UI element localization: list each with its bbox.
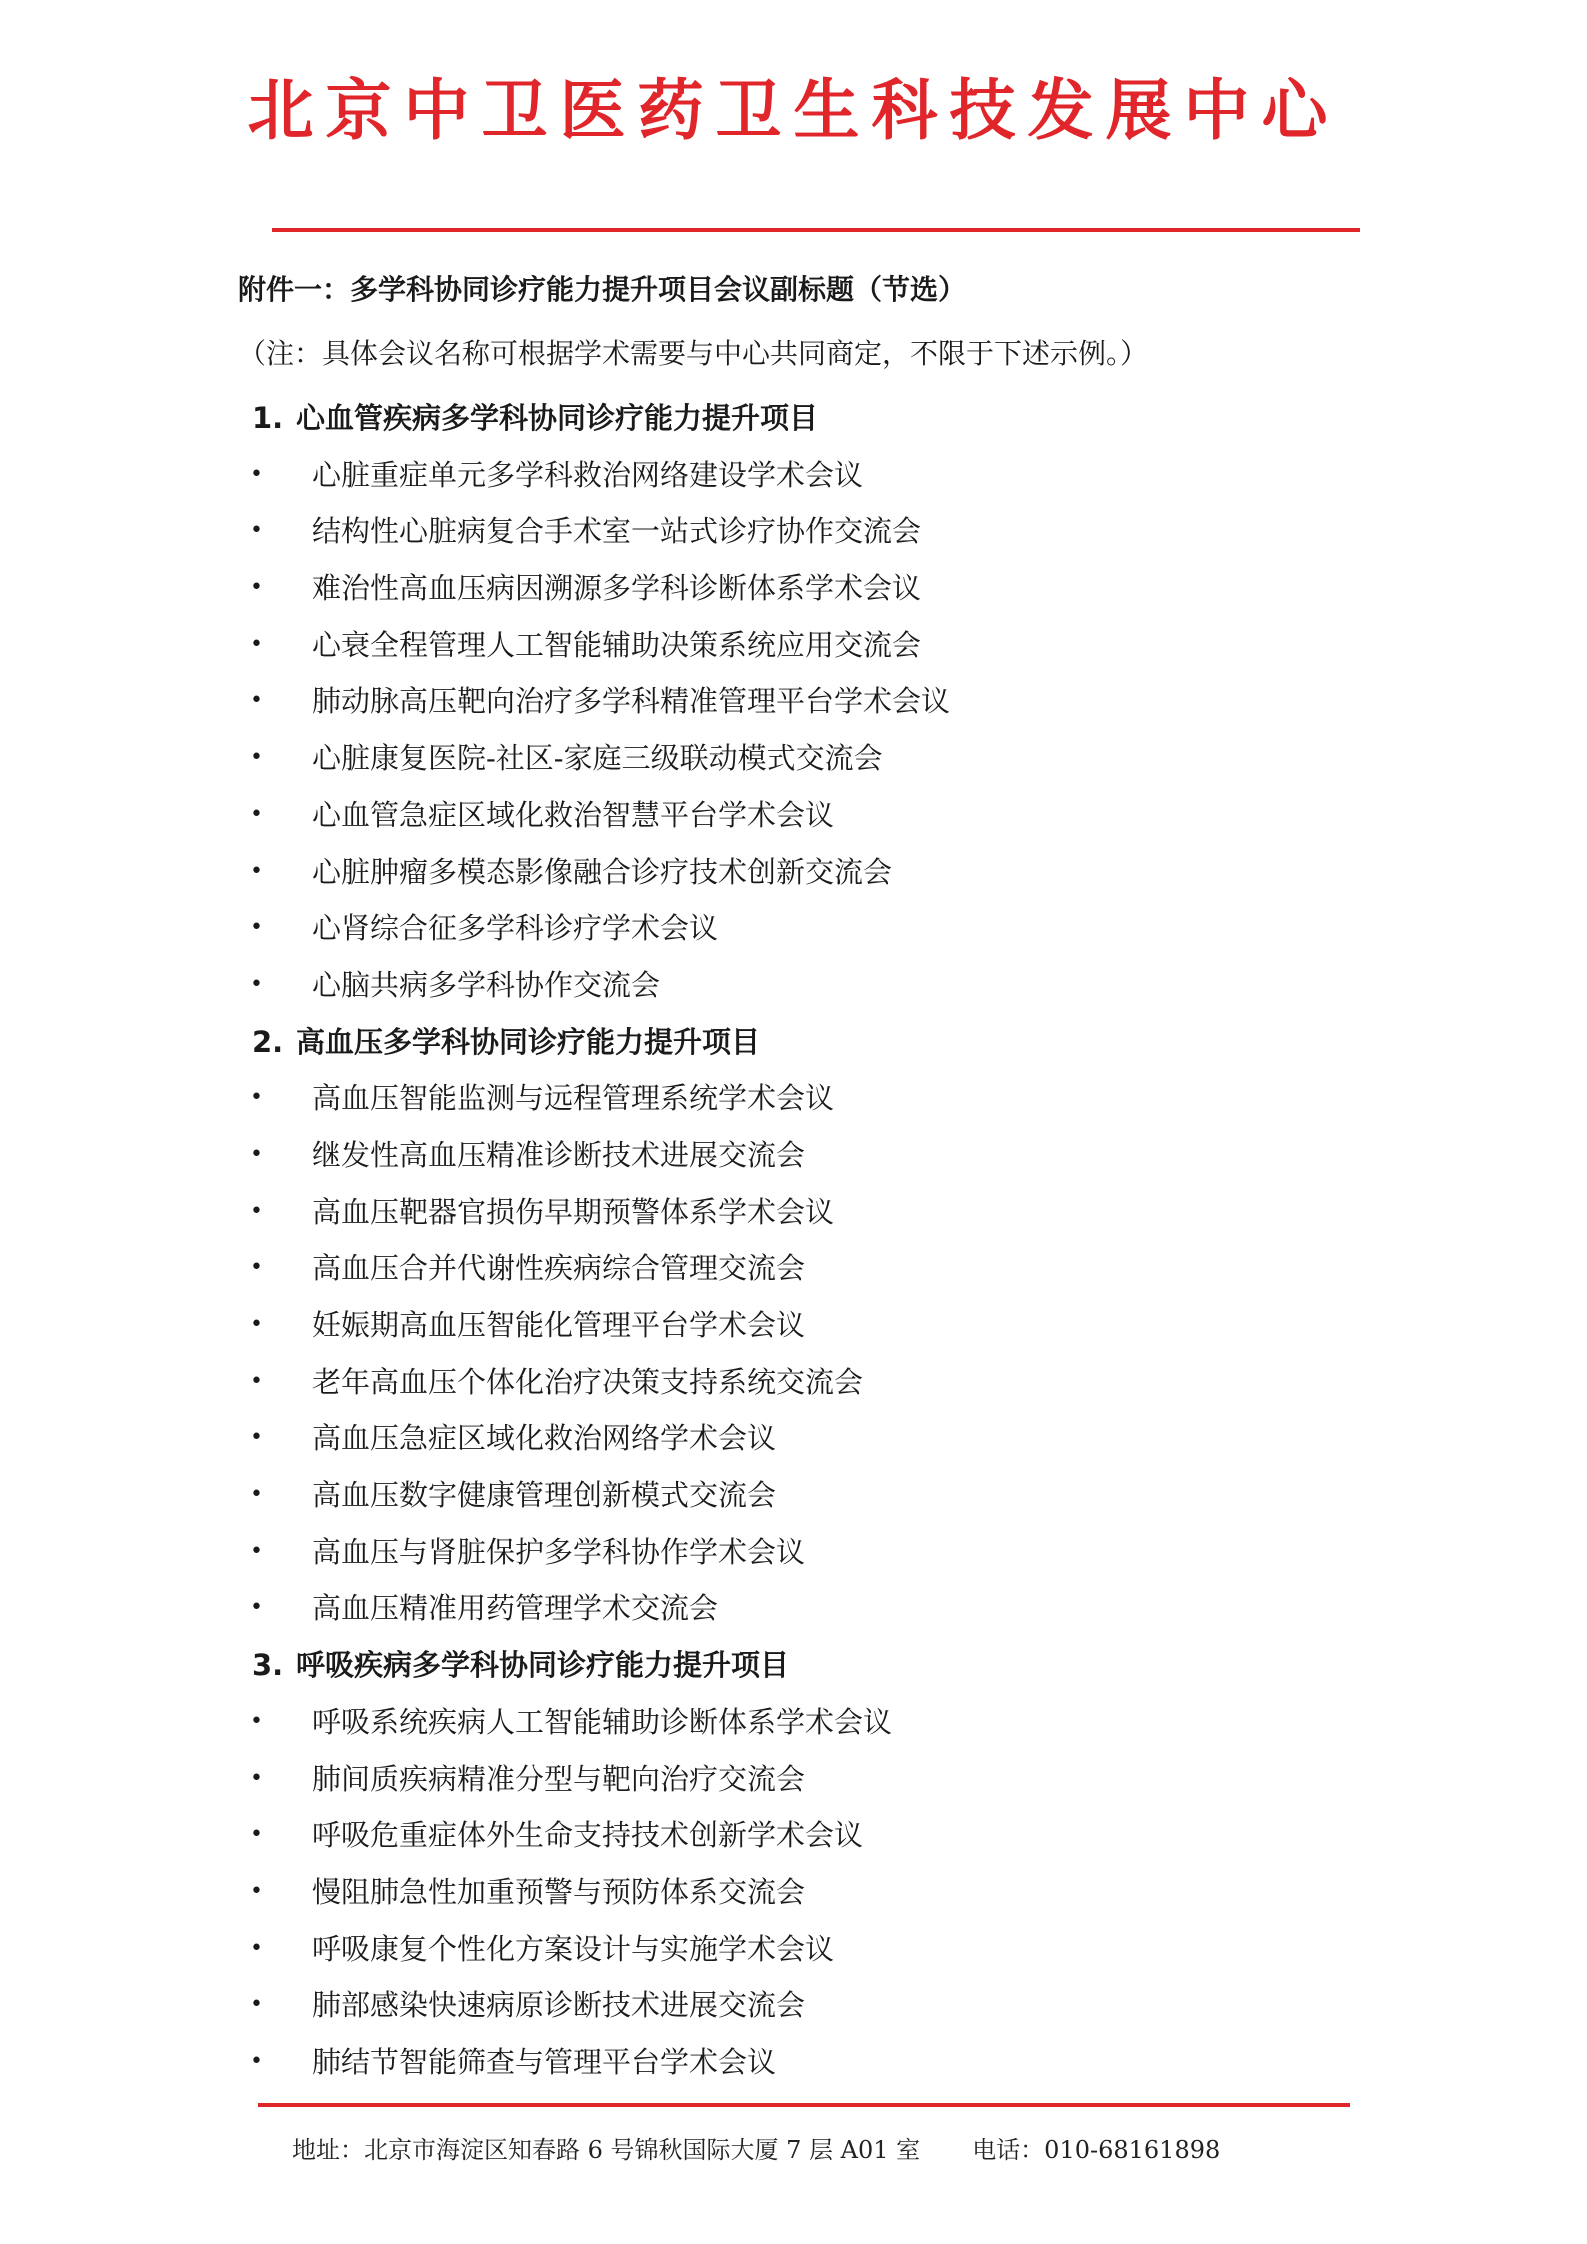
list-item-text: 妊娠期高血压智能化管理平台学术会议	[312, 1308, 806, 1342]
section-title-text: 心血管疾病多学科协同诊疗能力提升项目	[296, 401, 819, 435]
bullet-icon: •	[250, 461, 263, 487]
list-item	[0, 457, 1587, 514]
bullet-icon: •	[250, 1255, 263, 1281]
list-item-text: 呼吸系统疾病人工智能辅助诊断体系学术会议	[312, 1704, 893, 1739]
list-item-text: 结构性心脏病复合手术室一站式诊疗协作交流会	[312, 514, 922, 549]
list-item	[0, 683, 1587, 740]
list-item	[0, 1194, 1587, 1251]
letterhead-org-name: 北京中卫医药卫生科技发展中心	[247, 72, 1340, 149]
list-item-text: 高血压数字健康管理创新模式交流会	[312, 1478, 777, 1513]
bullet-icon: •	[250, 1765, 263, 1791]
section-title	[0, 400, 1587, 457]
section-number: 2.	[252, 1024, 284, 1059]
list-item-text: 高血压急症区域化救治网络学术会议	[312, 1421, 777, 1456]
list-item	[0, 854, 1587, 911]
bullet-icon: •	[250, 1822, 263, 1848]
list-item	[0, 1420, 1587, 1477]
bullet-icon: •	[250, 1141, 263, 1167]
list-item	[0, 797, 1587, 854]
project-list	[0, 400, 1587, 2101]
list-item-text: 慢阻肺急性加重预警与预防体系交流会	[312, 1874, 806, 1909]
letterhead-top-rule	[272, 228, 1360, 232]
bullet-icon: •	[250, 1425, 263, 1451]
bullet-icon: •	[250, 1085, 263, 1111]
section-title-text: 高血压多学科协同诊疗能力提升项目	[296, 1024, 761, 1059]
bullet-icon: •	[250, 1198, 263, 1224]
list-item	[0, 1874, 1587, 1931]
bullet-icon: •	[250, 518, 263, 544]
list-item-text: 呼吸危重症体外生命支持技术创新学术会议	[312, 1818, 864, 1853]
list-item	[0, 1364, 1587, 1421]
list-item	[0, 967, 1587, 1024]
list-item-text: 难治性高血压病因溯源多学科诊断体系学术会议	[312, 571, 922, 606]
bullet-icon: •	[250, 915, 263, 941]
list-item-text: 心衰全程管理人工智能辅助决策系统应用交流会	[312, 627, 922, 662]
section-title	[0, 1024, 1587, 1081]
bullet-icon: •	[250, 1878, 263, 1904]
bullet-icon: •	[250, 858, 263, 884]
list-item-text: 肺间质疾病精准分型与靶向治疗交流会	[312, 1761, 806, 1796]
bullet-icon: •	[250, 1935, 263, 1961]
section-title-text: 呼吸疾病多学科协同诊疗能力提升项目	[296, 1648, 790, 1683]
list-item-text: 高血压与肾脏保护多学科协作学术会议	[312, 1534, 806, 1569]
bullet-icon: •	[250, 1538, 263, 1564]
section-number: 3.	[252, 1648, 284, 1683]
list-item	[0, 627, 1587, 684]
footer-address: 地址：北京市海淀区知春路 6 号锦秋国际大厦 7 层 A01 室	[292, 2136, 921, 2164]
list-item	[0, 513, 1587, 570]
list-item-text: 心脏康复医院-社区-家庭三级联动模式交流会	[312, 741, 883, 776]
bullet-icon: •	[250, 801, 263, 827]
bullet-icon: •	[250, 1482, 263, 1508]
bullet-icon: •	[250, 1368, 263, 1394]
bullet-icon: •	[250, 971, 263, 997]
list-item-text: 高血压智能监测与远程管理系统学术会议	[312, 1081, 835, 1116]
document-note: （注：具体会议名称可根据学术需要与中心共同商定，不限于下述示例。）	[238, 337, 1149, 370]
list-item-text: 心肾综合征多学科诊疗学术会议	[312, 911, 719, 946]
list-item	[0, 1590, 1587, 1647]
footer-phone: 电话：010-68161898	[972, 2136, 1221, 2164]
list-item	[0, 2044, 1587, 2101]
list-item-text: 肺部感染快速病原诊断技术进展交流会	[312, 1988, 806, 2023]
list-item	[0, 740, 1587, 797]
list-item	[0, 1477, 1587, 1534]
footer	[292, 2130, 1220, 2165]
list-item-text: 高血压靶器官损伤早期预警体系学术会议	[312, 1194, 835, 1229]
section-number: 1.	[252, 401, 284, 435]
bullet-icon: •	[250, 1708, 263, 1734]
list-item	[0, 1080, 1587, 1137]
list-item-text: 心脏肿瘤多模态影像融合诊疗技术创新交流会	[312, 854, 893, 889]
bullet-icon: •	[250, 1992, 263, 2018]
bullet-icon: •	[250, 2048, 263, 2074]
list-item	[0, 1137, 1587, 1194]
list-item	[0, 1307, 1587, 1364]
footer-rule	[258, 2103, 1350, 2107]
bullet-icon: •	[250, 631, 263, 657]
bullet-icon: •	[250, 575, 263, 601]
list-item	[0, 1704, 1587, 1761]
list-item	[0, 1250, 1587, 1307]
section-title	[0, 1647, 1587, 1704]
bullet-icon: •	[250, 1312, 263, 1337]
list-item-text: 肺结节智能筛查与管理平台学术会议	[312, 2044, 777, 2079]
list-item-text: 老年高血压个体化治疗决策支持系统交流会	[312, 1364, 864, 1399]
bullet-icon: •	[250, 688, 263, 714]
document-heading: 附件一：多学科协同诊疗能力提升项目会议副标题（节选）	[238, 273, 967, 306]
list-item-text: 高血压精准用药管理学术交流会	[312, 1591, 719, 1626]
list-item	[0, 570, 1587, 627]
bullet-icon: •	[250, 1595, 263, 1621]
list-item-text: 心脏重症单元多学科救治网络建设学术会议	[312, 457, 864, 492]
list-item	[0, 1817, 1587, 1874]
list-item	[0, 1761, 1587, 1818]
list-item-text: 心脑共病多学科协作交流会	[312, 967, 661, 1002]
list-item-text: 心血管急症区域化救治智慧平台学术会议	[312, 797, 835, 832]
list-item	[0, 910, 1587, 967]
bullet-icon: •	[250, 745, 263, 771]
list-item	[0, 1534, 1587, 1591]
list-item	[0, 1987, 1587, 2044]
list-item-text: 呼吸康复个性化方案设计与实施学术会议	[312, 1931, 835, 1966]
list-item-text: 继发性高血压精准诊断技术进展交流会	[312, 1137, 806, 1172]
list-item-text: 高血压合并代谢性疾病综合管理交流会	[312, 1251, 806, 1286]
list-item-text: 肺动脉高压靶向治疗多学科精准管理平台学术会议	[312, 684, 951, 719]
list-item	[0, 1931, 1587, 1988]
